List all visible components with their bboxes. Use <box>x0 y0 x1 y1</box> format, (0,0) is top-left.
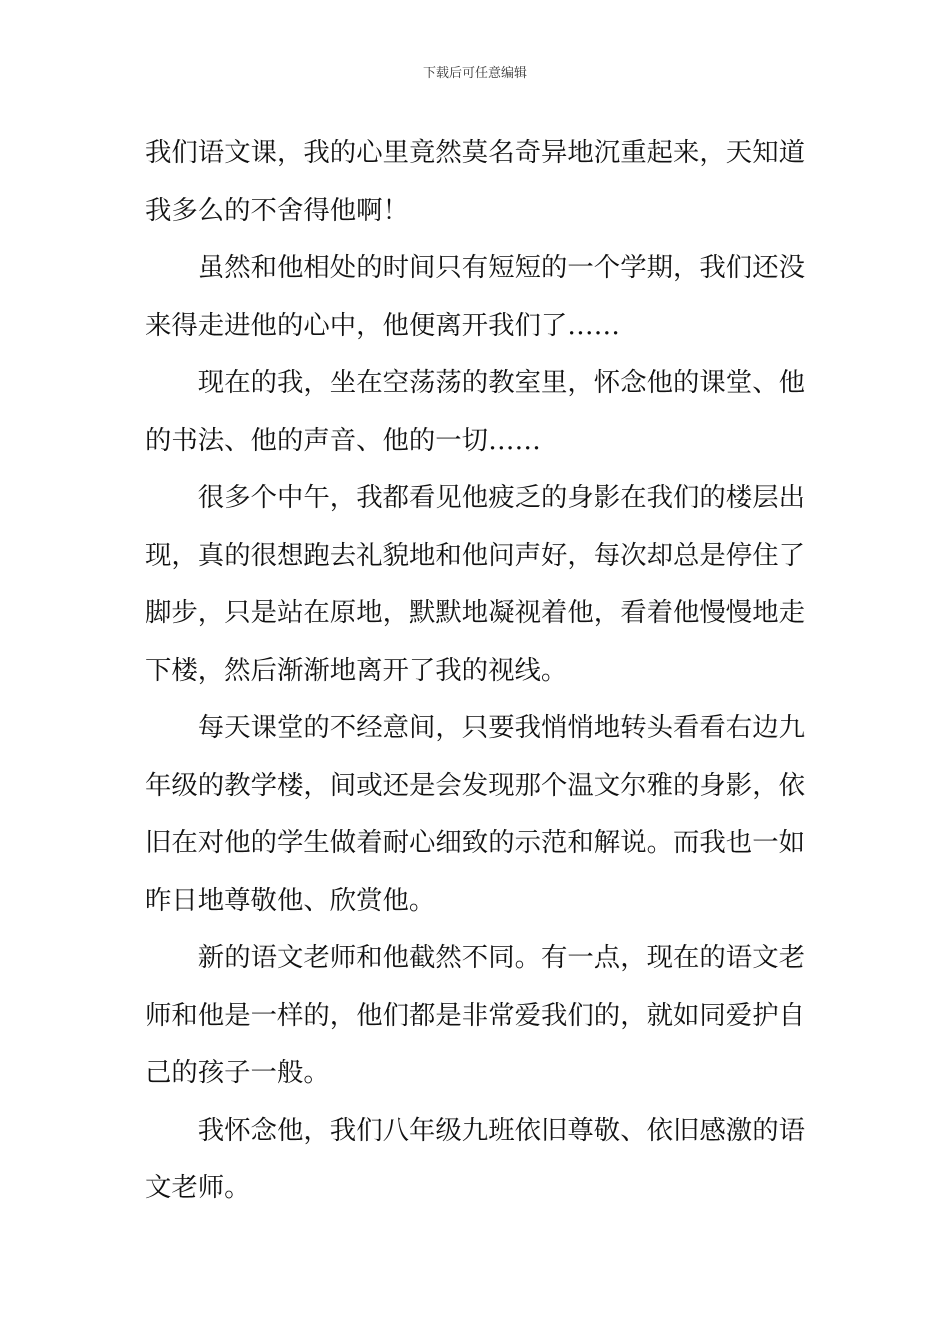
paragraph-6: 新的语文老师和他截然不同。有一点，现在的语文老师和他是一样的，他们都是非常爱我们的，就如同爱护自己的孩子一般。 <box>145 942 805 1088</box>
paragraph-2: 虽然和他相处的时间只有短短的一个学期，我们还没来得走进他的心中，他便离开我们了…… <box>145 252 805 341</box>
page-header-note: 下载后可任意编辑 <box>422 66 527 81</box>
paragraph-4: 很多个中午，我都看见他疲乏的身影在我们的楼层出现，真的很想跑去礼貌地和他问声好，每次却总是停住了脚步，只是站在原地，默默地凝视着他，看着他慢慢地走下楼，然后渐渐地离开了我的视线。 <box>145 482 805 686</box>
document-body <box>145 124 805 1217</box>
paragraph-1: 我们语文课，我的心里竟然莫名奇异地沉重起来，天知道我多么的不舍得他啊！ <box>145 137 805 226</box>
paragraph-7: 我怀念他，我们八年级九班依旧尊敬、依旧感激的语文老师。 <box>145 1114 805 1203</box>
paragraph-3: 现在的我，坐在空荡荡的教室里，怀念他的课堂、他的书法、他的声音、他的一切…… <box>145 367 805 456</box>
paragraph-5: 每天课堂的不经意间，只要我悄悄地转头看看右边九年级的教学楼，间或还是会发现那个温文尔雅的身影，依旧在对他的学生做着耐心细致的示范和解说。而我也一如昨日地尊敬他、欣赏他。 <box>145 712 805 916</box>
